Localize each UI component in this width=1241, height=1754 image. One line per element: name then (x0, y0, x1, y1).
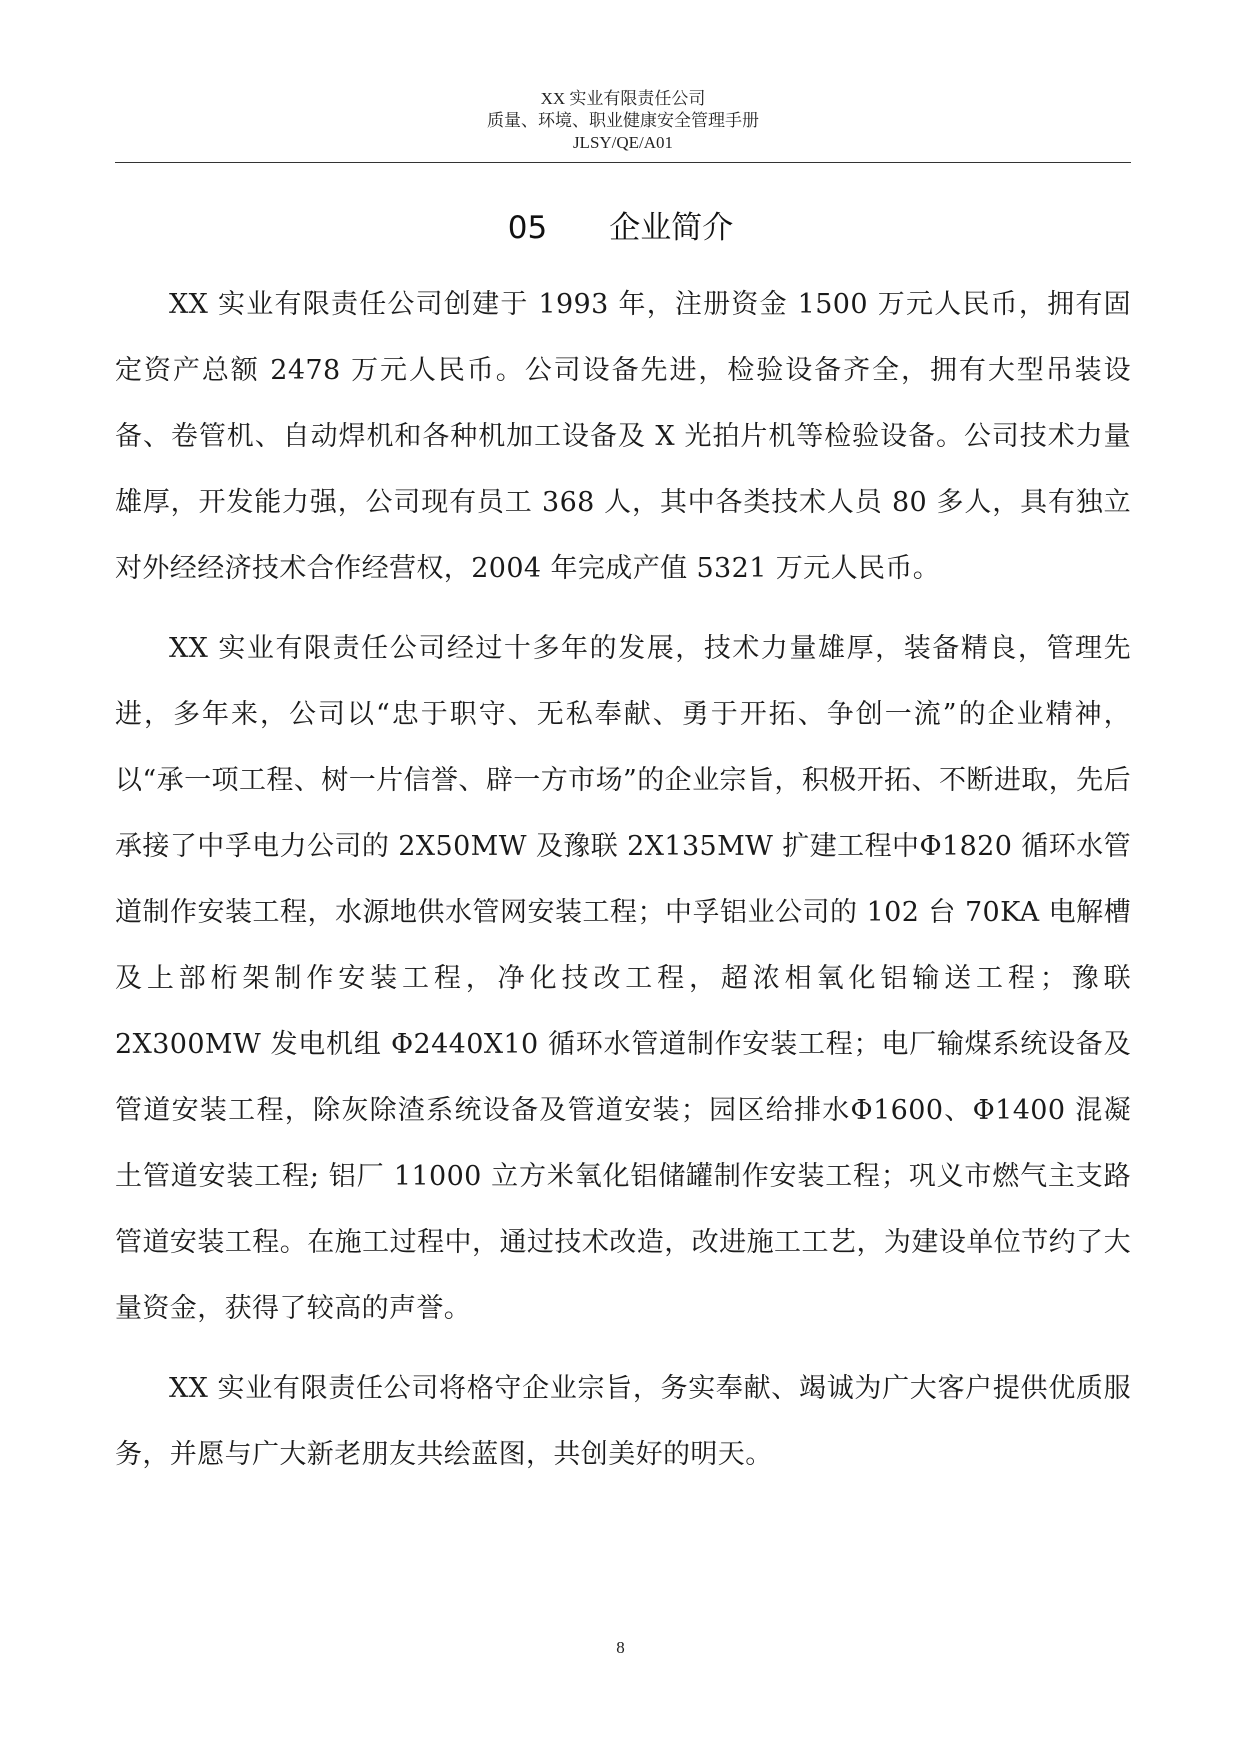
section-title: 企业简介 (609, 210, 734, 246)
header-document-code: JLSY/QE/A01 (572, 133, 674, 152)
paragraph-company-overview: XX 实业有限责任公司创建于 1993 年，注册资金 1500 万元人民币，拥有固定资产总额 2478 万元人民币。公司设备先进，检验设备齐全，拥有大型吊装设备、卷管机、自动焊机和各种机加工设备及 X 光拍片机等检验设备。公司技术力量雄厚，开发能力强，公司现有员工 368 人，其中各类技术人员 80 多人，具有独立对外经经济技术合作经营权，2004 年完成产值 5321 万元人民币。 (115, 289, 1131, 584)
header-company-name: XX 实业有限责任公司 (540, 89, 706, 108)
section-heading (0, 206, 1241, 250)
page-number: 8 (616, 1638, 625, 1657)
page-header (115, 88, 1131, 154)
paragraph-company-history: XX 实业有限责任公司经过十多年的发展，技术力量雄厚，装备精良，管理先进，多年来，公司以“忠于职守、无私奉献、勇于开拓、争创一流”的企业精神，以“承一项工程、树一片信誉、辟一方市场”的企业宗旨，积极开拓、不断进取，先后承接了中孚电力公司的 2X50MW 及豫联 2X135MW 扩建工程中Φ1820 循环水管道制作安装工程，水源地供水管网安装工程；中孚铝业公司的 102 台 70KA 电解槽及上部桁架制作安装工程，净化技改工程，超浓相氧化铝输送工程；豫联 2X300MW 发电机组 Φ2440X10 循环水管道制作安装工程；电厂输煤系统设备及管道安装工程，除灰除渣系统设备及管道安装；园区给排水Φ1600、Φ1400 混凝土管道安装工程; 铝厂 11000 立方米氧化铝储罐制作安装工程；巩义市燃气主支路管道安装工程。在施工过程中，通过技术改造，改进施工工艺，为建设单位节约了大量资金，获得了较高的声誉。 (115, 633, 1131, 1324)
section-number: 05 (507, 210, 548, 246)
header-divider (115, 162, 1131, 163)
paragraph-company-commitment: XX 实业有限责任公司将格守企业宗旨，务实奉献、竭诚为广大客户提供优质服务，并愿与广大新老朋友共绘蓝图，共创美好的明天。 (115, 1373, 1131, 1470)
body-text (115, 272, 1131, 1502)
header-manual-title: 质量、环境、职业健康安全管理手册 (487, 111, 759, 130)
